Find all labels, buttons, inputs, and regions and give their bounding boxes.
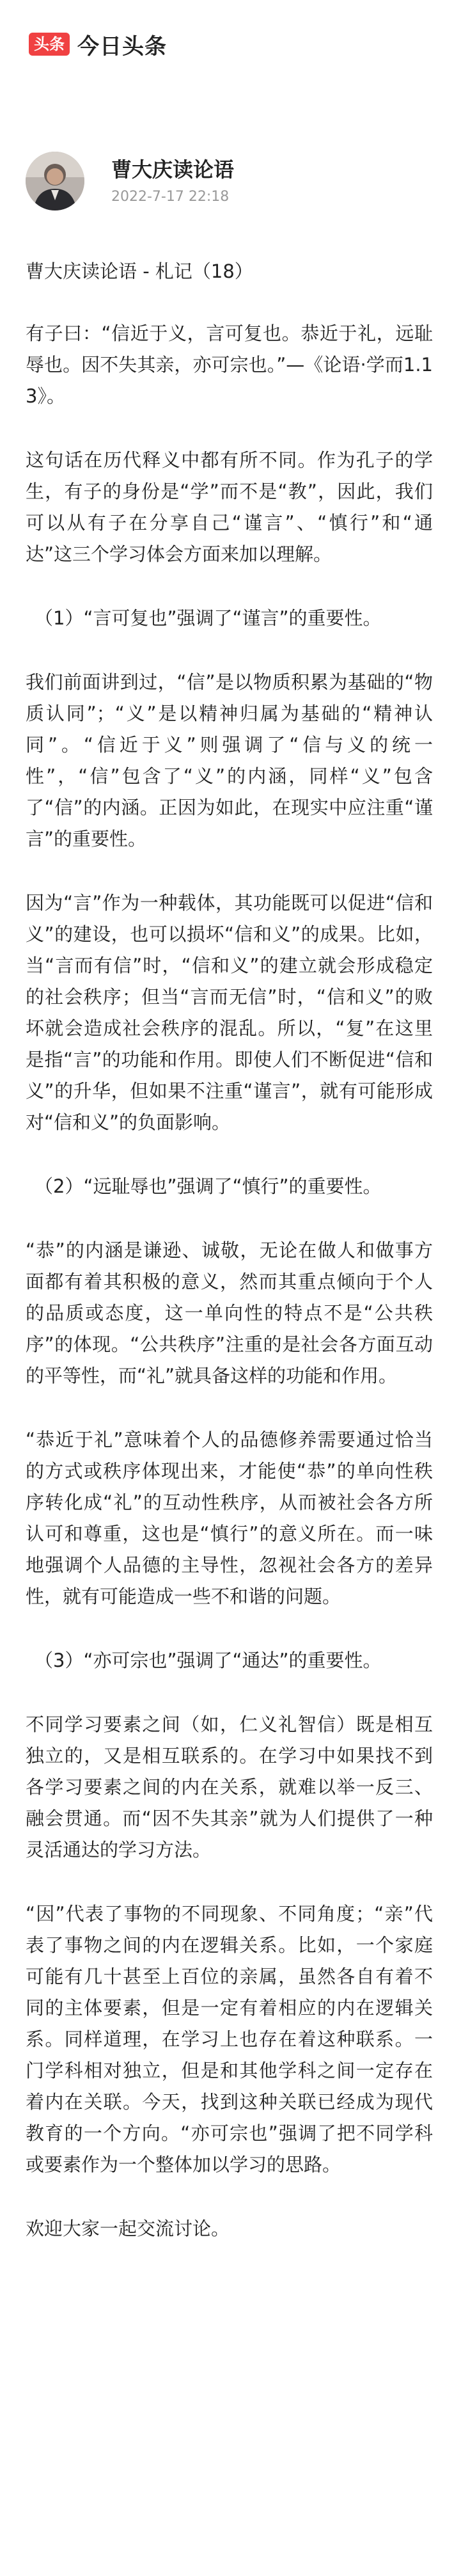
body-paragraph: 我们前面讲到过，“信”是以物质积累为基础的“物质认同”；“义”是以精神归属为基础的“精神认同”。“信近于义”则强调了“信与义的统一性”，“信”包含了“义”的内涵，同样“义”包含了“信”的内涵。正因为如此，在现实中应注重“谨言”的重要性。 (26, 671, 433, 850)
article-title: 曹大庆读论语 - 札记（18） (26, 260, 253, 282)
avatar-portrait-icon (26, 152, 84, 211)
app-name[interactable]: 今日头条 (77, 33, 167, 60)
section-heading-1: （1）“言可复也”强调了“谨言”的重要性。 (35, 607, 382, 629)
body-paragraph: “因”代表了事物的不同现象、不同角度；“亲”代表了事物之间的内在逻辑关系。比如，一个家庭可能有几十甚至上百位的亲属，虽然各自有着不同的主体要素，但是一定有着相应的内在逻辑关系。同样道理，在学习上也存在着这种联系。一门学科相对独立，但是和其他学科之间一定存在着内在关联。今天，找到这种关联已经成为现代教育的一个方向。“亦可宗也”强调了把不同学科或要素作为一个整体加以学习的思路。 (26, 1903, 433, 2175)
body-paragraph: 因为“言”作为一种载体，其功能既可以促进“信和义”的建设，也可以损坏“信和义”的成果。比如，当“言而有信”时，“信和义”的建立就会形成稳定的社会秩序；但当“言而无信”时，“信和义”的败坏就会造成社会秩序的混乱。所以，“复”在这里是指“言”的功能和作用。即使人们不断促进“信和义”的升华，但如果不注重“谨言”，就有可能形成对“信和义”的负面影响。 (26, 892, 433, 1133)
body-paragraph: 不同学习要素之间（如，仁义礼智信）既是相互独立的，又是相互联系的。在学习中如果找不到各学习要素之间的内在关系，就难以举一反三、融会贯通。而“因不失其亲”就为人们提供了一种灵活通达的学习方法。 (26, 1713, 433, 1861)
section-heading-3: （3）“亦可宗也”强调了“通达”的重要性。 (35, 1650, 382, 1671)
toutiao-logo-badge[interactable]: 头条 (29, 33, 70, 56)
author-avatar[interactable] (26, 152, 84, 211)
closing-paragraph: 欢迎大家一起交流讨论。 (26, 2218, 230, 2239)
app-header (0, 0, 461, 88)
author-block (0, 88, 461, 216)
body-paragraph: “恭”的内涵是谦逊、诚敬，无论在做人和做事方面都有着其积极的意义，然而其重点倾向于个人的品质或态度，这一单向性的特点不是“公共秩序”的体现。“公共秩序”注重的是社会各方面互动的平等性，而“礼”就具备这样的功能和作用。 (26, 1239, 433, 1387)
publish-date: 2022-7-17 22:18 (111, 188, 230, 205)
section-heading-2: （2）“远耻辱也”强调了“慎行”的重要性。 (35, 1175, 382, 1197)
author-name[interactable]: 曹大庆读论语 (111, 157, 235, 182)
quote-paragraph: 有子曰：“信近于义，言可复也。恭近于礼，远耻辱也。因不失其亲，亦可宗也。”—《论语·学而1.13》。 (26, 322, 433, 407)
intro-paragraph: 这句话在历代释义中都有所不同。作为孔子的学生，有子的身份是“学”而不是“教”，因此，我们可以从有子在分享自己“谨言”、“慎行”和“通达”这三个学习体会方面来加以理解。 (26, 449, 433, 565)
article-body (0, 216, 461, 2245)
body-paragraph: “恭近于礼”意味着个人的品德修养需要通过恰当的方式或秩序体现出来，才能使“恭”的单向性秩序转化成“礼”的互动性秩序，从而被社会各方所认可和尊重，这也是“慎行”的意义所在。而一味地强调个人品德的主导性，忽视社会各方的差异性，就有可能造成一些不和谐的问题。 (26, 1429, 433, 1607)
author-info (111, 157, 234, 204)
